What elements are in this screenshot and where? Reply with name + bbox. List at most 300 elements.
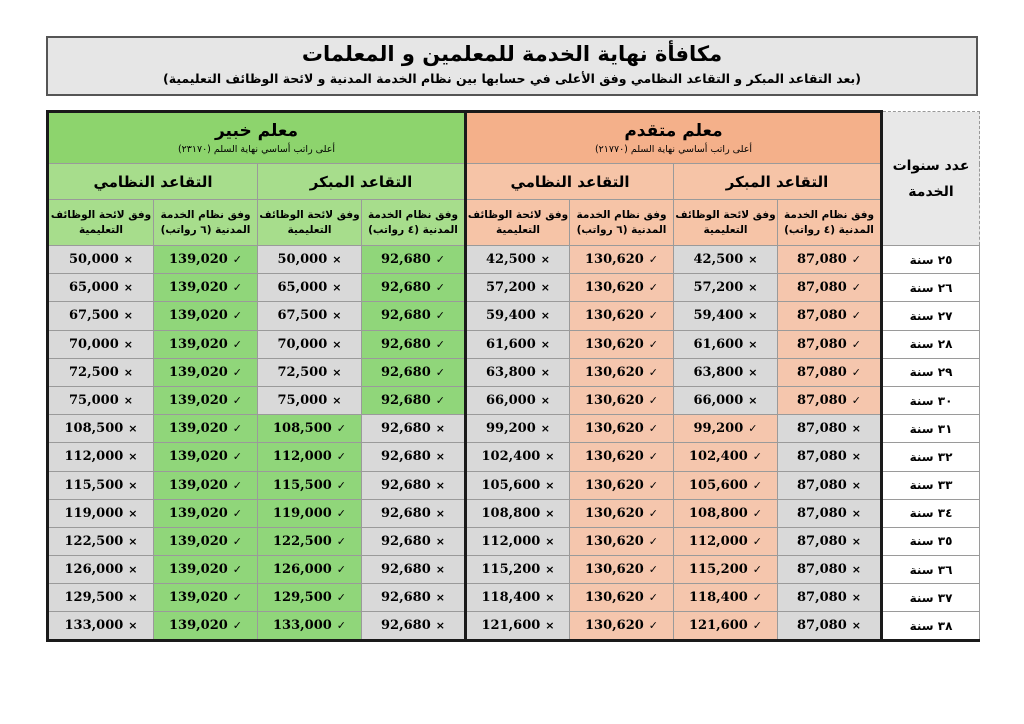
amount-value: 67,500	[69, 308, 119, 324]
expert-regular-civil-cell	[154, 386, 258, 414]
expert-early-civil-cell	[362, 330, 466, 358]
expert-regular-regulation-cell	[48, 415, 154, 443]
expert-early-civil-cell	[362, 499, 466, 527]
cross-icon: ×	[123, 365, 133, 379]
amount-value: 92,680	[381, 449, 431, 465]
expert-early-civil-cell	[362, 612, 466, 640]
check-icon: ✓	[648, 591, 659, 605]
amount-value: 115,200	[481, 562, 541, 578]
advanced-regular-civil-cell	[570, 499, 674, 527]
check-icon: ✓	[232, 478, 243, 492]
check-icon: ✓	[232, 337, 243, 351]
amount-value: 112,000	[481, 533, 541, 549]
expert-regular-regulation-cell	[48, 302, 154, 330]
amount-value: 119,000	[64, 505, 124, 521]
amount-value: 92,680	[381, 618, 431, 634]
expert-regular-civil-cell	[154, 274, 258, 302]
expert-early-civil-cell	[362, 471, 466, 499]
amount-value: 92,680	[381, 562, 431, 578]
expert-early-civil-cell	[362, 584, 466, 612]
amount-value: 112,000	[688, 533, 748, 549]
amount-value: 102,400	[481, 449, 541, 465]
advanced-regular-regulation-header: وفق لائحة الوظائف التعليمية	[466, 200, 570, 246]
check-icon: ✓	[648, 337, 659, 351]
amount-value: 75,000	[277, 393, 328, 409]
amount-value: 108,800	[481, 505, 541, 521]
cross-icon: ×	[748, 309, 758, 323]
amount-value: 87,080	[797, 393, 847, 409]
check-icon: ✓	[851, 337, 861, 351]
amount-value: 139,020	[168, 393, 228, 409]
expert-regular-header: التقاعد النظامي	[48, 164, 258, 200]
check-icon: ✓	[435, 394, 445, 408]
cross-icon: ×	[540, 394, 550, 408]
expert-early-regulation-header: وفق لائحة الوظائف التعليمية	[258, 200, 362, 246]
advanced-regular-regulation-cell	[466, 330, 570, 358]
amount-value: 99,200	[693, 421, 744, 437]
amount-value: 126,000	[64, 562, 124, 578]
amount-value: 139,020	[168, 477, 228, 493]
cross-icon: ×	[123, 394, 133, 408]
amount-value: 126,000	[272, 562, 332, 578]
years-cell: ٣٥ سنة	[882, 527, 980, 555]
amount-value: 87,080	[797, 477, 847, 493]
amount-value: 133,000	[272, 618, 332, 634]
cross-icon: ×	[332, 365, 342, 379]
expert-early-regulation-cell	[258, 330, 362, 358]
amount-value: 130,620	[584, 308, 644, 324]
expert-regular-regulation-header: وفق لائحة الوظائف التعليمية	[48, 200, 154, 246]
expert-regular-civil-cell	[154, 584, 258, 612]
advanced-early-civil-cell	[778, 612, 882, 640]
amount-value: 87,080	[797, 590, 847, 606]
advanced-regular-civil-cell	[570, 527, 674, 555]
check-icon: ✓	[752, 534, 763, 548]
amount-value: 112,000	[64, 449, 124, 465]
cross-icon: ×	[435, 478, 445, 492]
years-cell: ٢٩ سنة	[882, 358, 980, 386]
check-icon: ✓	[232, 450, 243, 464]
advanced-early-civil-cell	[778, 274, 882, 302]
table-row	[48, 527, 980, 555]
check-icon: ✓	[232, 253, 243, 267]
years-cell: ٣٤ سنة	[882, 499, 980, 527]
amount-value: 87,080	[797, 562, 847, 578]
cross-icon: ×	[545, 506, 555, 520]
cross-icon: ×	[540, 281, 550, 295]
cross-icon: ×	[851, 563, 861, 577]
cross-icon: ×	[128, 478, 138, 492]
cross-icon: ×	[435, 450, 445, 464]
amount-value: 129,500	[64, 590, 124, 606]
amount-value: 87,080	[797, 252, 847, 268]
amount-value: 61,600	[693, 336, 744, 352]
expert-early-regulation-cell	[258, 471, 362, 499]
amount-value: 92,680	[381, 590, 431, 606]
cross-icon: ×	[540, 422, 550, 436]
cross-icon: ×	[748, 394, 758, 408]
table-row	[48, 274, 980, 302]
advanced-early-regulation-cell	[674, 386, 778, 414]
advanced-title: معلم متقدم	[624, 121, 723, 141]
advanced-regular-civil-cell	[570, 302, 674, 330]
cross-icon: ×	[851, 450, 861, 464]
amount-value: 92,680	[381, 336, 431, 352]
amount-value: 130,620	[584, 505, 644, 521]
check-icon: ✓	[748, 422, 758, 436]
expert-early-civil-cell	[362, 527, 466, 555]
page-title: مكافأة نهاية الخدمة للمعلمين و المعلمات	[301, 42, 723, 66]
cross-icon: ×	[545, 534, 555, 548]
advanced-regular-civil-cell	[570, 330, 674, 358]
expert-regular-regulation-cell	[48, 443, 154, 471]
check-icon: ✓	[336, 478, 347, 492]
check-icon: ✓	[851, 394, 861, 408]
advanced-regular-civil-cell	[570, 443, 674, 471]
check-icon: ✓	[648, 253, 659, 267]
amount-value: 139,020	[168, 421, 228, 437]
amount-value: 130,620	[584, 618, 644, 634]
amount-value: 63,800	[693, 364, 744, 380]
amount-value: 50,000	[277, 252, 328, 268]
amount-value: 130,620	[584, 421, 644, 437]
expert-early-regulation-cell	[258, 274, 362, 302]
amount-value: 139,020	[168, 308, 228, 324]
cross-icon: ×	[332, 253, 342, 267]
expert-regular-civil-cell	[154, 612, 258, 640]
check-icon: ✓	[336, 506, 347, 520]
check-icon: ✓	[435, 365, 445, 379]
cross-icon: ×	[128, 619, 138, 633]
amount-value: 119,000	[272, 505, 332, 521]
cross-icon: ×	[435, 591, 445, 605]
advanced-teacher-header	[466, 112, 882, 164]
expert-early-civil-header: وفق نظام الخدمة المدنية (٤ رواتب)	[362, 200, 466, 246]
amount-value: 102,400	[688, 449, 748, 465]
advanced-regular-regulation-cell	[466, 246, 570, 274]
amount-value: 50,000	[69, 252, 119, 268]
check-icon: ✓	[648, 281, 659, 295]
check-icon: ✓	[752, 591, 763, 605]
years-cell: ٣٧ سنة	[882, 584, 980, 612]
advanced-early-regulation-cell	[674, 471, 778, 499]
expert-early-regulation-cell	[258, 358, 362, 386]
advanced-regular-civil-cell	[570, 274, 674, 302]
expert-early-regulation-cell	[258, 386, 362, 414]
expert-early-regulation-cell	[258, 584, 362, 612]
advanced-regular-civil-header: وفق نظام الخدمة المدنية (٦ رواتب)	[570, 200, 674, 246]
advanced-regular-regulation-cell	[466, 302, 570, 330]
check-icon: ✓	[752, 563, 763, 577]
advanced-early-regulation-cell	[674, 274, 778, 302]
amount-value: 139,020	[168, 364, 228, 380]
amount-value: 59,400	[486, 308, 536, 324]
expert-regular-regulation-cell	[48, 386, 154, 414]
advanced-early-civil-cell	[778, 556, 882, 584]
cross-icon: ×	[123, 253, 133, 267]
table-row	[48, 386, 980, 414]
advanced-early-civil-cell	[778, 415, 882, 443]
check-icon: ✓	[752, 478, 763, 492]
expert-early-header: التقاعد المبكر	[258, 164, 466, 200]
cross-icon: ×	[748, 281, 758, 295]
table-row	[48, 330, 980, 358]
check-icon: ✓	[851, 253, 861, 267]
amount-value: 57,200	[486, 280, 536, 296]
amount-value: 92,680	[381, 421, 431, 437]
cross-icon: ×	[128, 534, 138, 548]
expert-early-civil-cell	[362, 386, 466, 414]
amount-value: 65,000	[69, 280, 119, 296]
amount-value: 65,000	[277, 280, 328, 296]
check-icon: ✓	[435, 253, 445, 267]
check-icon: ✓	[336, 534, 347, 548]
table-row	[48, 471, 980, 499]
advanced-early-civil-cell	[778, 443, 882, 471]
advanced-early-civil-cell	[778, 527, 882, 555]
cross-icon: ×	[540, 309, 550, 323]
amount-value: 92,680	[381, 477, 431, 493]
amount-value: 92,680	[381, 252, 431, 268]
cross-icon: ×	[851, 506, 861, 520]
expert-regular-civil-cell	[154, 330, 258, 358]
advanced-regular-regulation-cell	[466, 612, 570, 640]
expert-early-civil-cell	[362, 415, 466, 443]
cross-icon: ×	[128, 563, 138, 577]
advanced-regular-regulation-cell	[466, 443, 570, 471]
cross-icon: ×	[545, 450, 555, 464]
expert-regular-civil-cell	[154, 556, 258, 584]
advanced-regular-civil-cell	[570, 612, 674, 640]
expert-early-regulation-cell	[258, 246, 362, 274]
amount-value: 115,200	[688, 562, 748, 578]
amount-value: 92,680	[381, 393, 431, 409]
amount-value: 87,080	[797, 421, 847, 437]
amount-value: 112,000	[272, 449, 332, 465]
amount-value: 139,020	[168, 449, 228, 465]
amount-value: 139,020	[168, 336, 228, 352]
advanced-regular-regulation-cell	[466, 527, 570, 555]
cross-icon: ×	[435, 619, 445, 633]
advanced-early-regulation-cell	[674, 499, 778, 527]
amount-value: 130,620	[584, 364, 644, 380]
cross-icon: ×	[123, 337, 133, 351]
cross-icon: ×	[435, 506, 445, 520]
years-cell: ٣٢ سنة	[882, 443, 980, 471]
amount-value: 63,800	[486, 364, 536, 380]
years-cell: ٣٣ سنة	[882, 471, 980, 499]
expert-regular-regulation-cell	[48, 471, 154, 499]
expert-regular-civil-cell	[154, 246, 258, 274]
expert-regular-regulation-cell	[48, 246, 154, 274]
advanced-early-regulation-cell	[674, 415, 778, 443]
cross-icon: ×	[435, 422, 445, 436]
cross-icon: ×	[851, 422, 861, 436]
amount-value: 105,600	[481, 477, 541, 493]
cross-icon: ×	[748, 337, 758, 351]
amount-value: 70,000	[277, 336, 328, 352]
amount-value: 87,080	[797, 364, 847, 380]
table-row	[48, 358, 980, 386]
amount-value: 133,000	[64, 618, 124, 634]
amount-value: 105,600	[688, 477, 748, 493]
check-icon: ✓	[435, 337, 445, 351]
years-cell: ٣٠ سنة	[882, 386, 980, 414]
expert-regular-regulation-cell	[48, 499, 154, 527]
expert-regular-civil-cell	[154, 499, 258, 527]
expert-regular-regulation-cell	[48, 612, 154, 640]
cross-icon: ×	[128, 450, 138, 464]
amount-value: 87,080	[797, 533, 847, 549]
amount-value: 92,680	[381, 308, 431, 324]
advanced-early-civil-header: وفق نظام الخدمة المدنية (٤ رواتب)	[778, 200, 882, 246]
advanced-early-regulation-cell	[674, 246, 778, 274]
check-icon: ✓	[232, 394, 243, 408]
check-icon: ✓	[232, 365, 243, 379]
check-icon: ✓	[851, 281, 861, 295]
amount-value: 115,500	[64, 477, 124, 493]
amount-value: 75,000	[69, 393, 119, 409]
expert-early-civil-cell	[362, 443, 466, 471]
amount-value: 121,600	[688, 618, 748, 634]
check-icon: ✓	[336, 450, 347, 464]
amount-value: 92,680	[381, 280, 431, 296]
check-icon: ✓	[648, 478, 659, 492]
check-icon: ✓	[648, 365, 659, 379]
advanced-early-regulation-header: وفق لائحة الوظائف التعليمية	[674, 200, 778, 246]
cross-icon: ×	[332, 337, 342, 351]
amount-value: 139,020	[168, 618, 228, 634]
amount-value: 70,000	[69, 336, 119, 352]
expert-regular-regulation-cell	[48, 527, 154, 555]
check-icon: ✓	[648, 563, 659, 577]
advanced-regular-regulation-cell	[466, 499, 570, 527]
amount-value: 139,020	[168, 533, 228, 549]
check-icon: ✓	[752, 450, 763, 464]
amount-value: 129,500	[272, 590, 332, 606]
amount-value: 92,680	[381, 505, 431, 521]
cross-icon: ×	[545, 563, 555, 577]
amount-value: 130,620	[584, 533, 644, 549]
advanced-early-civil-cell	[778, 499, 882, 527]
years-cell: ٣١ سنة	[882, 415, 980, 443]
advanced-early-regulation-cell	[674, 330, 778, 358]
advanced-regular-regulation-cell	[466, 584, 570, 612]
amount-value: 99,200	[486, 421, 536, 437]
expert-regular-civil-cell	[154, 527, 258, 555]
cross-icon: ×	[540, 253, 550, 267]
check-icon: ✓	[648, 394, 659, 408]
advanced-regular-regulation-cell	[466, 358, 570, 386]
check-icon: ✓	[232, 422, 243, 436]
cross-icon: ×	[123, 309, 133, 323]
cross-icon: ×	[128, 422, 138, 436]
check-icon: ✓	[851, 309, 861, 323]
advanced-early-header: التقاعد المبكر	[674, 164, 882, 200]
years-cell: ٢٦ سنة	[882, 274, 980, 302]
cross-icon: ×	[748, 365, 758, 379]
amount-value: 115,500	[272, 477, 332, 493]
check-icon: ✓	[648, 534, 659, 548]
expert-early-civil-cell	[362, 274, 466, 302]
cross-icon: ×	[332, 309, 342, 323]
amount-value: 130,620	[584, 449, 644, 465]
expert-regular-civil-cell	[154, 471, 258, 499]
amount-value: 87,080	[797, 505, 847, 521]
advanced-early-regulation-cell	[674, 302, 778, 330]
end-of-service-table	[46, 110, 980, 642]
amount-value: 66,000	[486, 393, 536, 409]
advanced-regular-civil-cell	[570, 386, 674, 414]
check-icon: ✓	[648, 619, 659, 633]
advanced-early-civil-cell	[778, 246, 882, 274]
amount-value: 130,620	[584, 590, 644, 606]
amount-value: 66,000	[693, 393, 744, 409]
amount-value: 87,080	[797, 308, 847, 324]
title-box	[46, 36, 978, 96]
check-icon: ✓	[851, 365, 861, 379]
cross-icon: ×	[851, 478, 861, 492]
cross-icon: ×	[851, 534, 861, 548]
table-row	[48, 556, 980, 584]
check-icon: ✓	[232, 281, 243, 295]
cross-icon: ×	[332, 394, 342, 408]
advanced-early-civil-cell	[778, 386, 882, 414]
cross-icon: ×	[123, 281, 133, 295]
advanced-regular-regulation-cell	[466, 556, 570, 584]
expert-regular-regulation-cell	[48, 330, 154, 358]
check-icon: ✓	[232, 506, 243, 520]
amount-value: 130,620	[584, 393, 644, 409]
check-icon: ✓	[648, 422, 659, 436]
advanced-subtitle: أعلى راتب أساسي نهاية السلم (٢١٧٧٠)	[594, 144, 753, 155]
amount-value: 139,020	[168, 280, 228, 296]
table-row	[48, 584, 980, 612]
advanced-regular-civil-cell	[570, 584, 674, 612]
amount-value: 130,620	[584, 336, 644, 352]
expert-regular-regulation-cell	[48, 584, 154, 612]
check-icon: ✓	[336, 591, 347, 605]
amount-value: 139,020	[168, 505, 228, 521]
years-cell: ٢٥ سنة	[882, 246, 980, 274]
advanced-early-regulation-cell	[674, 584, 778, 612]
check-icon: ✓	[232, 563, 243, 577]
expert-early-civil-cell	[362, 302, 466, 330]
advanced-early-regulation-cell	[674, 527, 778, 555]
amount-value: 118,400	[481, 590, 541, 606]
table-row	[48, 499, 980, 527]
amount-value: 108,500	[272, 421, 332, 437]
check-icon: ✓	[752, 619, 763, 633]
cross-icon: ×	[332, 281, 342, 295]
amount-value: 130,620	[584, 477, 644, 493]
check-icon: ✓	[648, 506, 659, 520]
check-icon: ✓	[435, 309, 445, 323]
advanced-early-civil-cell	[778, 358, 882, 386]
check-icon: ✓	[435, 281, 445, 295]
amount-value: 87,080	[797, 280, 847, 296]
expert-regular-civil-cell	[154, 358, 258, 386]
advanced-early-regulation-cell	[674, 358, 778, 386]
expert-regular-civil-cell	[154, 302, 258, 330]
advanced-regular-civil-cell	[570, 471, 674, 499]
cross-icon: ×	[540, 365, 550, 379]
amount-value: 139,020	[168, 252, 228, 268]
amount-value: 92,680	[381, 364, 431, 380]
amount-value: 118,400	[688, 590, 748, 606]
amount-value: 108,800	[688, 505, 748, 521]
table-row	[48, 612, 980, 640]
